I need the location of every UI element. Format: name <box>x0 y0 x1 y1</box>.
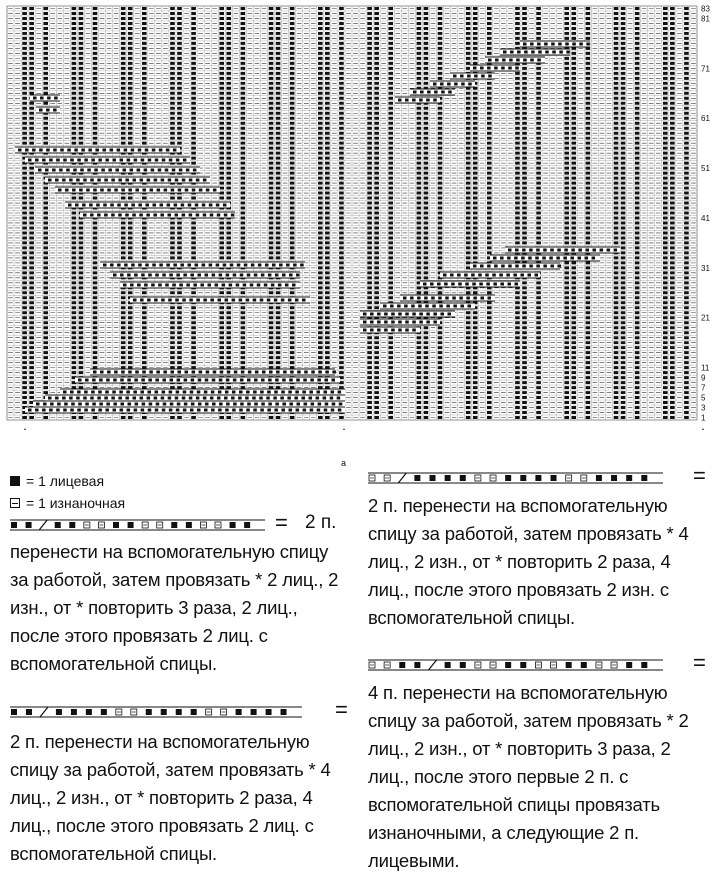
equals-sign-1: = <box>275 510 288 535</box>
knit-mark <box>626 662 632 668</box>
legend-purl <box>10 495 125 511</box>
row-label: 3 <box>701 403 706 413</box>
row-label: 31 <box>701 263 710 273</box>
row-label: 51 <box>701 164 710 174</box>
purl-symbol-icon <box>10 498 20 508</box>
instruction-1-lead: 2 п. <box>305 512 337 533</box>
instruction-2-text: 2 п. перенести на вспомогательную спицу за работой, затем провязать * 4 лиц., 2 изн., от * повторить 2 раза, 4 лиц., после этого провязать 2 лиц. с вспомогательной спицы. <box>10 731 331 864</box>
row-label: 61 <box>701 114 710 124</box>
cross-mark <box>398 473 406 483</box>
knit-mark <box>230 522 236 528</box>
cable-symbol-1 <box>10 518 265 532</box>
knit-mark <box>26 522 32 528</box>
knit-mark <box>56 709 62 715</box>
row-label: 81 <box>701 14 710 24</box>
row-label: 9 <box>701 373 706 383</box>
knit-mark <box>581 662 587 668</box>
knit-mark <box>113 522 119 528</box>
knit-mark <box>445 475 451 481</box>
knit-mark <box>535 475 541 481</box>
knit-mark <box>460 475 466 481</box>
cross-mark <box>39 520 47 530</box>
knit-mark <box>566 662 572 668</box>
knit-mark <box>626 475 632 481</box>
knit-mark <box>11 709 17 715</box>
knit-mark <box>414 475 420 481</box>
row-label: 21 <box>701 313 710 323</box>
knit-mark <box>505 475 511 481</box>
knit-mark <box>251 709 257 715</box>
knit-mark <box>191 709 197 715</box>
legend-knit-label: = 1 лицевая <box>26 473 105 489</box>
row-label: 41 <box>701 213 710 223</box>
knit-mark <box>641 475 647 481</box>
knit-mark <box>430 475 436 481</box>
knit-mark <box>596 475 602 481</box>
arrow-up-icon <box>21 428 29 430</box>
knit-mark <box>414 662 420 668</box>
knit-mark <box>399 662 405 668</box>
legend-knit <box>10 473 104 489</box>
knit-mark <box>611 475 617 481</box>
equals-sign-2: = <box>335 697 348 722</box>
knit-mark <box>520 662 526 668</box>
knit-mark <box>146 709 152 715</box>
legend-purl-label: = 1 изнаночная <box>26 495 126 511</box>
knitting-chart <box>0 0 720 430</box>
row-labels <box>701 4 710 422</box>
knit-mark <box>101 709 107 715</box>
row-label: 1 <box>701 413 706 423</box>
knit-mark <box>161 709 167 715</box>
cable-symbol-3 <box>368 471 663 485</box>
row-label: 83 <box>701 4 710 14</box>
knit-mark <box>55 522 61 528</box>
row-label: 11 <box>701 363 710 373</box>
knit-mark <box>551 475 557 481</box>
knit-mark <box>520 475 526 481</box>
knit-mark <box>505 662 511 668</box>
arrow-up-icon <box>340 428 348 430</box>
arrow-up-icon <box>699 428 707 430</box>
repeat-arrows <box>21 428 707 430</box>
knit-symbol-icon <box>10 476 20 486</box>
repeat-letter: а <box>341 458 347 468</box>
equals-sign-4: = <box>693 650 706 675</box>
knit-mark <box>244 522 250 528</box>
cross-mark <box>429 660 437 670</box>
knit-mark <box>445 662 451 668</box>
instruction-4-text: 4 п. перенести на вспомогательную спицу за работой, затем провязать * 2 лиц., 2 изн., от * повторить 3 раза, 2 лиц., после этого первые 2 п. с вспомогательной спицы провязать изнаночными, а следующие 2 п. лицевыми. <box>368 682 689 871</box>
knit-mark <box>26 709 32 715</box>
knit-mark <box>186 522 192 528</box>
instruction-3-text: 2 п. перенести на вспомогательную спицу за работой, затем провязать * 4 лиц., 2 изн., от * повторить 2 раза, 4 лиц., после этого провязать 2 изн. с вспомогательной спицы. <box>368 495 689 628</box>
knit-mark <box>266 709 272 715</box>
knit-mark <box>641 662 647 668</box>
instruction-1-text: перенести на вспомогательную спицу за работой, затем провязать * 2 лиц., 2 изн., от * повторить 3 раза, 2 лиц., после этого провязать 2 лиц. с вспомогательной спицы. <box>10 541 339 674</box>
equals-sign-3: = <box>693 463 706 488</box>
knit-mark <box>86 709 92 715</box>
knit-mark <box>281 709 287 715</box>
knit-mark <box>460 662 466 668</box>
knit-mark <box>71 709 77 715</box>
knit-mark <box>11 522 17 528</box>
row-label: 7 <box>701 383 706 393</box>
cross-mark <box>40 707 48 717</box>
knit-mark <box>128 522 134 528</box>
cable-symbol-2 <box>10 705 302 719</box>
knit-mark <box>176 709 182 715</box>
row-label: 71 <box>701 64 710 74</box>
cable-symbol-4 <box>368 658 663 672</box>
knit-mark <box>69 522 75 528</box>
knit-mark <box>236 709 242 715</box>
knit-mark <box>171 522 177 528</box>
row-label: 5 <box>701 393 706 403</box>
